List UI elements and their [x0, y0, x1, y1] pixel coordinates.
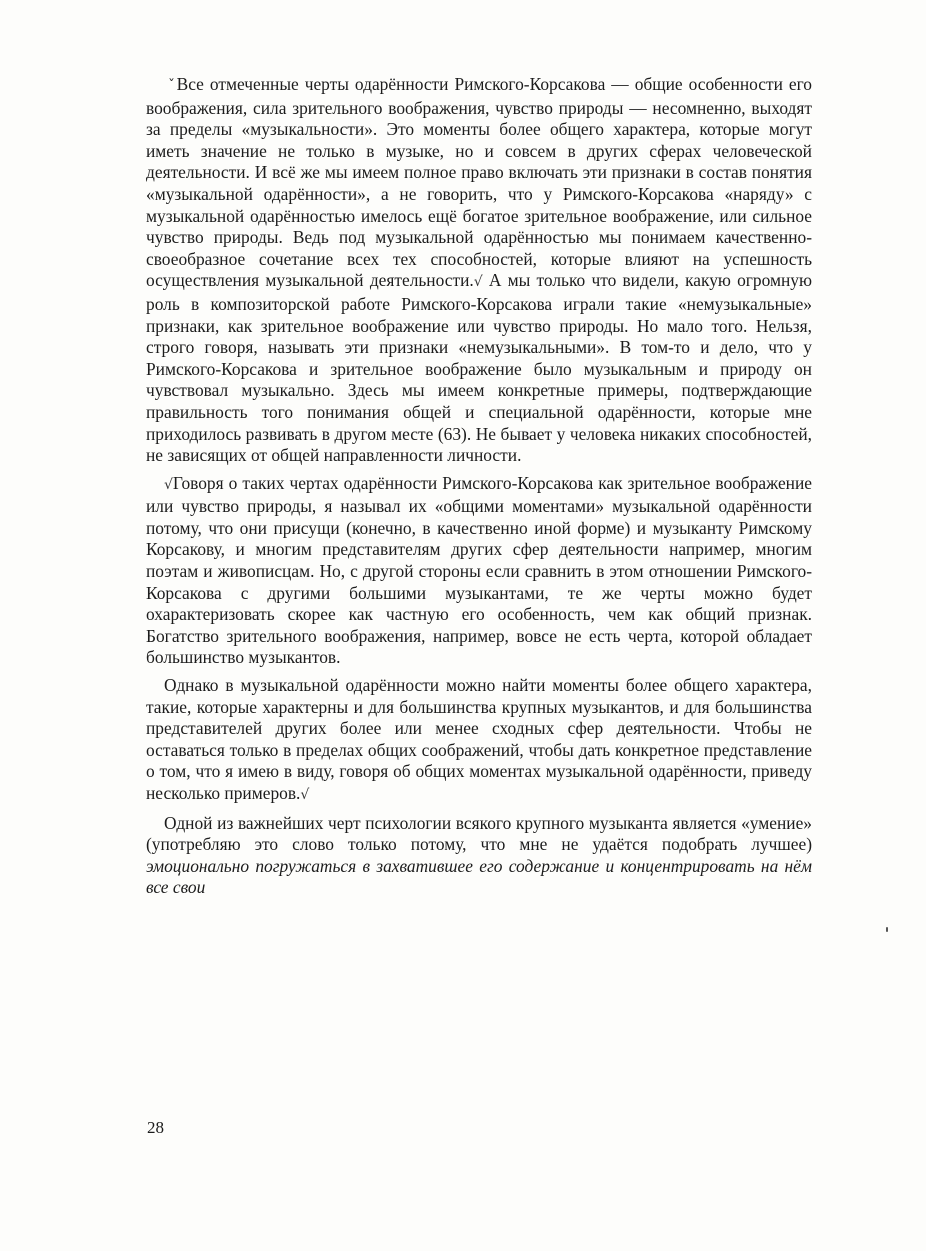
- paragraph-text: Говоря о таких чертах одарённости Римского-Корсакова как зрительное воображение или чувство природы, я называл их «общими моментами» музыкальной одарённости потому, что они присущи (конечно, в качественно иной форме) и музыканту Римскому Корсакову, и многим представителям других сфер деятельности например, многим поэтам и живописцам. Но, с другой стороны если сравнить в этом отношении Римского-Корсакова с другими большими музыкантами, те же черты можно будет охарактеризовать скорее как частную его особенность, чем как общий признак. Богатство зрительного воображения, например, вовсе не есть черта, которой обладает большинство музыкантов.: [146, 472, 812, 668]
- paragraph-4: [146, 813, 812, 899]
- checkmark-icon: √: [164, 476, 173, 493]
- emphasized-text: эмоционально погружаться в захватившее его содержание и концентрировать на нём все свои: [146, 855, 812, 898]
- paragraph-text: Одной из важнейших черт психологии всякого крупного музыканта является «умение» (употребляю это слово только потому, что мне не удаётся подобрать лучшее): [146, 812, 812, 855]
- paragraph-2: [146, 473, 812, 669]
- margin-mark: ˇ: [168, 78, 177, 94]
- paragraph-text: А мы только что видели, какую огромную роль в композиторской работе Римского-Корсакова играли такие «немузыкальные» признаки, как зрительное воображение или чувство природы. Но мало того. Нельзя, строго говоря, называть эти признаки «немузыкальными». В том-то и дело, что у Римского-Корсакова и зрительное воображение было музыкальным и природу он чувствовал музыкально. Здесь мы имеем конкретные примеры, подтверждающие правильность того понимания общей и специальной одарённости, которые мне приходилось развивать в другом месте (63). Не бывает у человека никаких способностей, не зависящих от общей направленности личности.: [146, 270, 812, 466]
- paragraph-3: [146, 675, 812, 807]
- page-body: [146, 74, 812, 899]
- paragraph-1: [146, 74, 812, 467]
- checkmark-icon: √: [473, 274, 483, 291]
- checkmark-icon: √: [300, 787, 310, 803]
- ink-speck: [886, 927, 888, 932]
- paragraph-text: Все отмеченные черты одарённости Римского-Корсакова — общие особенности его воображения, сила зрительного воображения, чувство природы — несомненно, выходят за пределы «музыкальности». Это моменты более общего характера, которые могут иметь значение не только в музыке, но и совсем в других сферах человеческой деятельности. И всё же мы имеем полное право включать эти признаки в состав понятия «музыкальной одарённости», а не говорить, что у Римского-Корсакова «наряду» с музыкальной одарённостью имелось ещё богатое зрительное воображение, или сильное чувство природы. Ведь под музыкальной одарённостью мы понимаем качественно-своеобразное сочетание всех тех способностей, которые влияют на успешность осуществления музыкальной деятельности.: [146, 74, 812, 291]
- page-number: 28: [147, 1118, 164, 1137]
- paragraph-text: Однако в музыкальной одарённости можно найти моменты более общего характера, такие, которые характерны и для большинства крупных музыкантов, и для большинства представителей других более или менее сходных сфер деятельности. Чтобы не оставаться только в пределах общих соображений, чтобы дать конкретное представление о том, что я имею в виду, говоря об общих моментах музыкальной одарённости, приведу несколько примеров.: [146, 675, 812, 803]
